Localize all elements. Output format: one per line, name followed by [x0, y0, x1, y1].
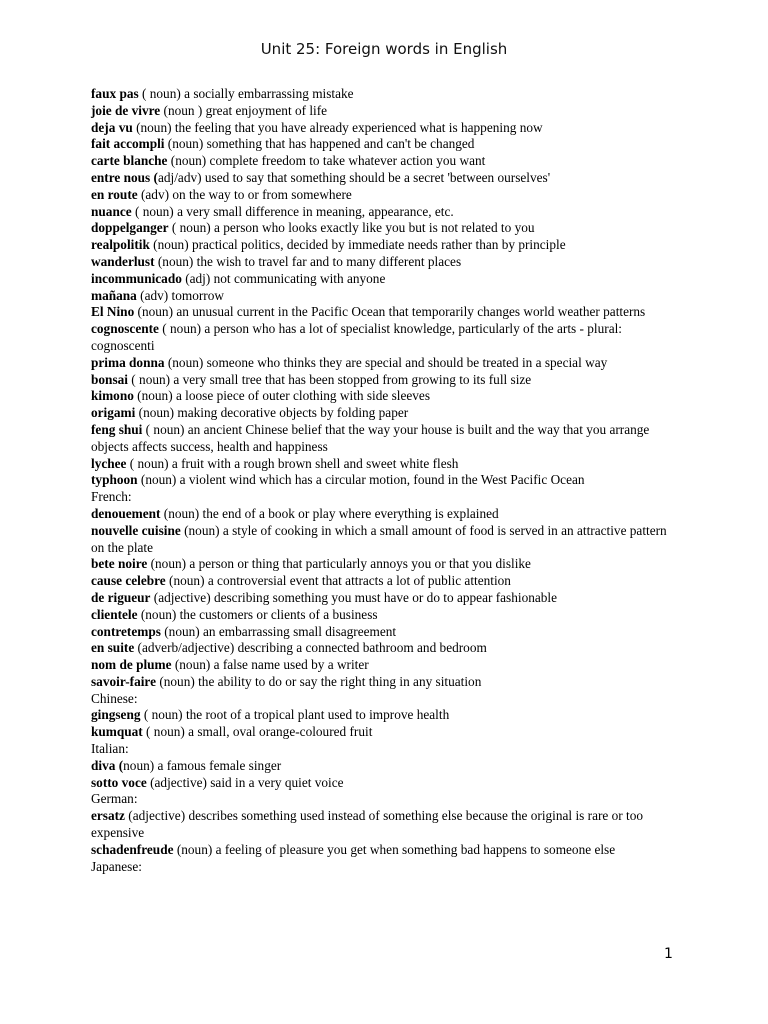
glossary-entry — [91, 405, 681, 422]
entry-term: clientele — [91, 606, 138, 622]
entry-definition: (noun) an unusual current in the Pacific Ocean that temporarily changes world weather patterns — [134, 304, 646, 320]
entry-definition: (noun) making decorative objects by folding paper — [135, 405, 409, 421]
section-heading: Italian: — [91, 741, 129, 757]
glossary-entry — [91, 304, 681, 321]
glossary-list — [91, 86, 681, 875]
entry-definition: ( noun) a fruit with a rough brown shell and sweet white flesh — [126, 455, 459, 471]
glossary-entry — [91, 237, 681, 254]
section-heading: German: — [91, 791, 138, 807]
entry-term: en suite — [91, 640, 135, 656]
glossary-entry — [91, 775, 681, 792]
entry-term: El Nino — [91, 304, 135, 320]
glossary-entry — [91, 288, 681, 305]
entry-term: faux pas — [91, 86, 139, 101]
glossary-entry — [91, 321, 681, 355]
entry-term: contretemps — [91, 623, 161, 639]
entry-term: en route — [91, 186, 138, 202]
entry-term: fait accompli — [91, 136, 165, 152]
glossary-entry — [91, 422, 681, 456]
entry-term: kimono — [91, 388, 134, 404]
glossary-entry — [91, 204, 681, 221]
entry-definition: adj/adv) used to say that something should be a secret 'between ourselves' — [157, 169, 551, 185]
glossary-entry — [91, 674, 681, 691]
entry-term: denouement — [91, 505, 161, 521]
entry-definition: (noun ) great enjoyment of life — [160, 102, 328, 118]
entry-term: schadenfreude — [91, 841, 174, 857]
glossary-entry — [91, 758, 681, 775]
entry-definition: ( noun) a small, oval orange-coloured fruit — [142, 724, 373, 740]
entry-definition: (noun) the end of a book or play where everything is explained — [160, 505, 499, 521]
entry-definition: ( noun) the root of a tropical plant used to improve health — [140, 707, 450, 723]
entry-term: mañana — [91, 287, 137, 303]
glossary-entry — [91, 842, 681, 859]
entry-definition: ( noun) a person who has a lot of specialist knowledge, particularly of the arts - plural: cognoscenti — [91, 321, 622, 353]
entry-term: joie de vivre — [91, 102, 161, 118]
entry-definition: (adjective) said in a very quiet voice — [146, 774, 344, 790]
entry-definition: (noun) an embarrassing small disagreement — [160, 623, 397, 639]
glossary-entry — [91, 170, 681, 187]
glossary-entry — [91, 556, 681, 573]
entry-term: deja vu — [91, 119, 133, 135]
entry-term: lychee — [91, 455, 127, 471]
glossary-entry — [91, 506, 681, 523]
glossary-entry — [91, 136, 681, 153]
glossary-entry — [91, 220, 681, 237]
entry-term: savoir-faire — [91, 673, 156, 689]
entry-definition: ( noun) a person who looks exactly like you but is not related to you — [168, 220, 535, 236]
glossary-entry — [91, 624, 681, 641]
entry-term: nuance — [91, 203, 132, 219]
entry-term: entre nous ( — [91, 169, 158, 185]
entry-definition: (noun) a style of cooking in which a small amount of food is served in an attractive pattern on the plate — [91, 522, 667, 555]
entry-definition: (adjective) describes something used instead of something else because the original is rare or too expensive — [91, 808, 644, 841]
entry-definition: (noun) a violent wind which has a circular motion, found in the West Pacific Ocean — [137, 472, 585, 488]
glossary-entry — [91, 523, 681, 557]
entry-definition: (adjective) describing something you must have or do to appear fashionable — [150, 589, 558, 605]
glossary-entry — [91, 271, 681, 288]
entry-definition: (noun) a person or thing that particularly annoys you or that you dislike — [147, 556, 531, 572]
glossary-entry — [91, 640, 681, 657]
entry-definition: ( noun) a very small tree that has been stopped from growing to its full size — [127, 371, 532, 387]
glossary-entry — [91, 388, 681, 405]
entry-definition: ( noun) a very small difference in meaning, appearance, etc. — [131, 203, 454, 219]
glossary-entry — [91, 355, 681, 372]
entry-definition: (noun) complete freedom to take whatever action you want — [167, 153, 486, 169]
entry-definition: (noun) a loose piece of outer clothing with side sleeves — [133, 388, 431, 404]
entry-definition: (adj) not communicating with anyone — [181, 270, 386, 286]
entry-definition: (noun) the feeling that you have already experienced what is happening now — [132, 119, 543, 135]
entry-term: realpolitik — [91, 237, 150, 253]
glossary-entry — [91, 590, 681, 607]
entry-definition: (adv) tomorrow — [136, 287, 224, 303]
entry-term: origami — [91, 405, 136, 421]
entry-definition: (noun) someone who thinks they are special and should be treated in a special way — [164, 354, 608, 370]
entry-definition: (noun) a false name used by a writer — [171, 657, 369, 673]
entry-term: kumquat — [91, 724, 143, 740]
entry-definition: (adv) on the way to or from somewhere — [137, 186, 352, 202]
entry-term: diva ( — [91, 757, 124, 773]
glossary-entry — [91, 707, 681, 724]
glossary-entry — [91, 372, 681, 389]
entry-definition: noun) a famous female singer — [123, 757, 282, 773]
glossary-entry — [91, 153, 681, 170]
entry-term: bonsai — [91, 371, 128, 387]
entry-definition: (noun) something that has happened and can't be changed — [164, 136, 475, 152]
section-heading: Chinese: — [91, 690, 138, 706]
entry-term: typhoon — [91, 472, 138, 488]
entry-term: gingseng — [91, 707, 141, 723]
glossary-entry — [91, 573, 681, 590]
glossary-entry — [91, 120, 681, 137]
entry-definition: (noun) a feeling of pleasure you get when something bad happens to someone else — [173, 841, 616, 857]
glossary-entry — [91, 808, 681, 842]
glossary-entry — [91, 472, 681, 489]
glossary-entry — [91, 657, 681, 674]
entry-definition: (noun) the wish to travel far and to many different places — [154, 253, 462, 269]
entry-term: prima donna — [91, 354, 165, 370]
entry-term: nom de plume — [91, 657, 172, 673]
glossary-entry — [91, 456, 681, 473]
entry-term: incommunicado — [91, 270, 182, 286]
glossary-entry — [91, 254, 681, 271]
glossary-entry — [91, 607, 681, 624]
entry-term: bete noire — [91, 556, 148, 572]
entry-term: ersatz — [91, 808, 125, 824]
entry-term: cognoscente — [91, 321, 159, 337]
entry-term: cause celebre — [91, 573, 166, 589]
page-number: 1 — [664, 946, 673, 962]
entry-term: feng shui — [91, 421, 143, 437]
glossary-entry — [91, 103, 681, 120]
glossary-entry — [91, 86, 681, 103]
glossary-entry — [91, 724, 681, 741]
entry-definition: (noun) practical politics, decided by immediate needs rather than by principle — [149, 237, 566, 253]
entry-term: de rigueur — [91, 589, 151, 605]
page-title: Unit 25: Foreign words in English — [260, 40, 508, 58]
entry-term: nouvelle cuisine — [91, 522, 181, 538]
entry-definition: (adverb/adjective) describing a connected bathroom and bedroom — [134, 640, 487, 656]
entry-definition: (noun) the ability to do or say the right thing in any situation — [156, 673, 482, 689]
entry-term: doppelganger — [91, 220, 169, 236]
entry-definition: ( noun) a socially embarrassing mistake — [138, 86, 354, 101]
section-heading: French: — [91, 489, 132, 505]
entry-definition: ( noun) an ancient Chinese belief that the way your house is built and the way that you arrange objects affects success, health and happiness — [91, 421, 650, 454]
entry-term: carte blanche — [91, 153, 168, 169]
entry-definition: (noun) a controversial event that attracts a lot of public attention — [165, 573, 511, 589]
entry-definition: (noun) the customers or clients of a business — [137, 606, 378, 622]
entry-term: wanderlust — [91, 253, 155, 269]
glossary-entry — [91, 187, 681, 204]
section-heading: Japanese: — [91, 858, 142, 874]
entry-term: sotto voce — [91, 774, 147, 790]
